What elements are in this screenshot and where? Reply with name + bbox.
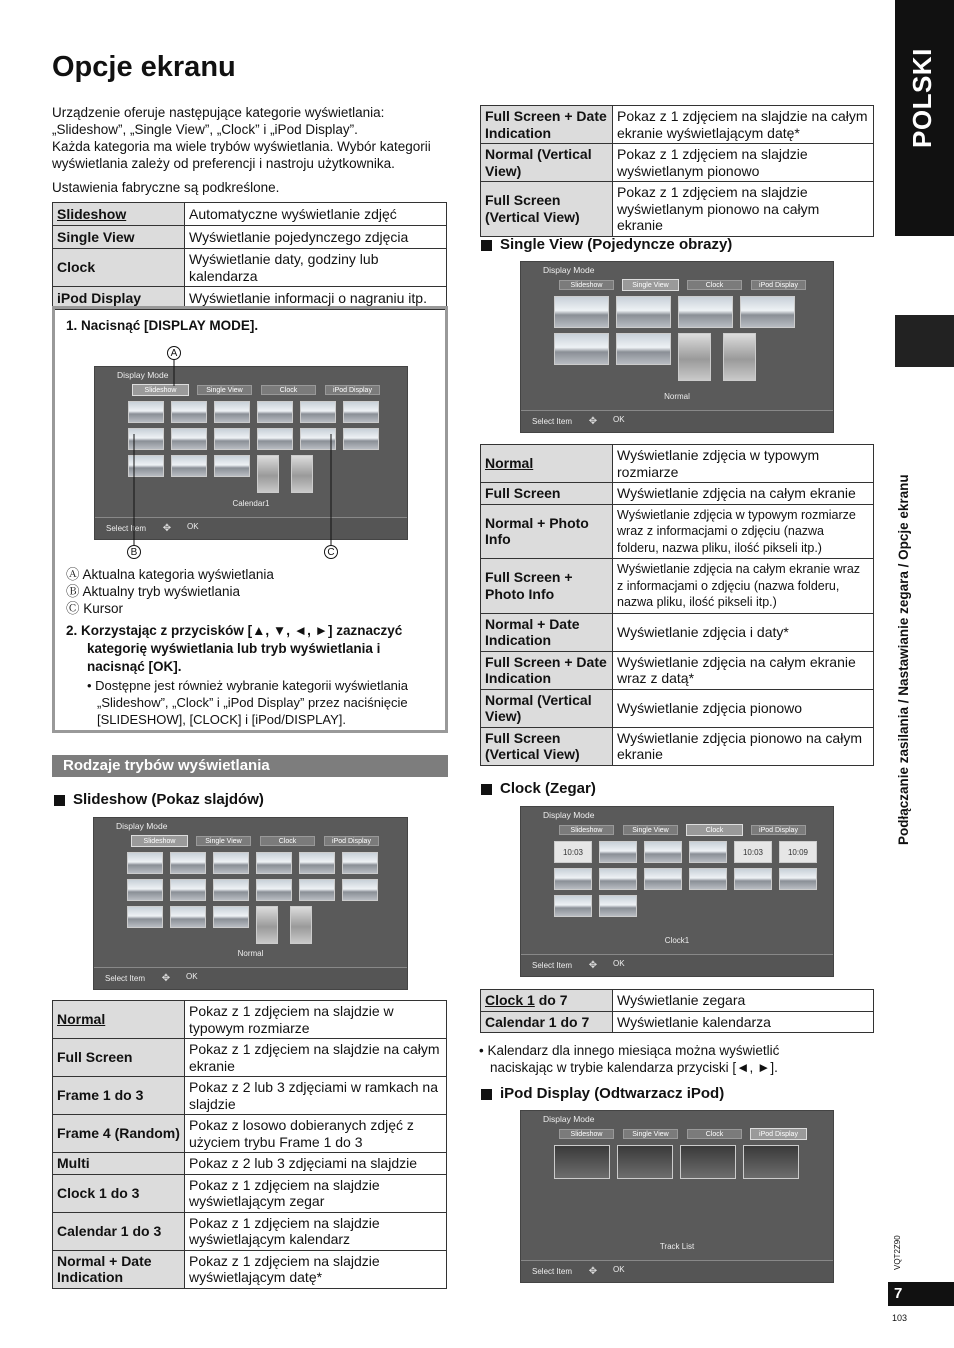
page-title: Opcje ekranu — [52, 51, 236, 83]
bullet-line: • Dostępne jest również wybranie kategorii wyświetlania — [87, 678, 409, 693]
bullet-line: „Slideshow”, „Clock” i „iPod Display” przez naciśnięcie — [97, 695, 408, 710]
square-bullet-icon — [481, 784, 492, 795]
row-value: Pokaz z 1 zdjęciem na slajdzie na całym ekranie wyświetlającym datę* — [613, 106, 874, 144]
ipod-screen — [520, 1110, 834, 1283]
legend-a: Ⓐ Aktualna kategoria wyświetlania — [66, 567, 274, 582]
slideshow-table — [52, 1000, 447, 1289]
row-key — [53, 1212, 185, 1250]
table-row — [481, 689, 874, 727]
thumbnail[interactable] — [689, 841, 727, 863]
table-row — [481, 1011, 874, 1033]
single-view-table — [480, 444, 874, 766]
screen-tab[interactable]: Slideshow — [559, 825, 614, 835]
row-value: Wyświetlanie zdjęcia na całym ekranie — [613, 483, 874, 505]
screen-tabs — [559, 825, 806, 835]
row-value: Pokaz z 1 zdjęciem na slajdzie w typowym rozmiarze — [185, 1001, 447, 1039]
row-key — [53, 1174, 185, 1212]
thumbnail[interactable] — [213, 879, 249, 901]
screen-tab[interactable]: Slideshow — [559, 1129, 614, 1139]
row-value: Wyświetlanie zdjęcia pionowo — [613, 689, 874, 727]
table-row — [53, 1001, 447, 1039]
row-key — [481, 559, 613, 614]
thumbnail[interactable] — [554, 296, 609, 328]
row-value: Wyświetlanie zdjęcia w typowym rozmiarze — [613, 445, 874, 483]
row-value: Pokaz z 1 zdjęciem na slajdzie na całym ekranie — [185, 1039, 447, 1077]
row-key-text: Normal — [57, 1011, 106, 1028]
thumbnail[interactable] — [689, 868, 727, 890]
thumbnail[interactable] — [616, 333, 671, 365]
step-2-line: 2. Korzystając z przycisków [▲, ▼, ◄, ►] zaznaczyć — [66, 623, 403, 638]
row-value: Wyświetlanie zdjęcia pionowo na całym ekranie — [613, 727, 874, 765]
thumbnail[interactable] — [599, 868, 637, 890]
thumbnail[interactable] — [170, 906, 206, 928]
callout-lines — [55, 309, 445, 569]
row-key — [53, 1077, 185, 1115]
table-row — [481, 651, 874, 689]
row-key — [481, 613, 613, 651]
row-key-rest: Calendar 1 do 7 — [485, 1013, 590, 1030]
row-key — [53, 226, 185, 249]
screen-mode-label: Normal — [237, 949, 264, 958]
row-key — [53, 1250, 185, 1288]
heading-text: Single View (Pojedyncze obrazy) — [500, 236, 733, 253]
table-row — [53, 1212, 447, 1250]
screen-title: Display Mode — [116, 821, 168, 831]
row-key — [481, 727, 613, 765]
row-key-text: Full Screen (Vertical View) — [485, 729, 580, 762]
screen-mode-label: Calendar1 — [232, 499, 270, 508]
row-key — [53, 1115, 185, 1153]
screen-tab[interactable]: Clock — [260, 836, 315, 846]
clock-screen — [520, 806, 834, 977]
table-row — [481, 990, 874, 1012]
thumbnail[interactable] — [740, 296, 795, 328]
row-value: Pokaz z 1 zdjęciem na slajdzie wyświetlającym datę* — [185, 1250, 447, 1288]
row-value: Wyświetlanie pojedynczego zdjęcia — [185, 226, 447, 249]
clock-table — [480, 989, 874, 1033]
row-key-text: Normal + Date Indication — [57, 1252, 152, 1285]
legend-b: Ⓑ Aktualny tryb wyświetlania — [66, 584, 241, 599]
table-row — [53, 1077, 447, 1115]
thumbnail[interactable] — [723, 333, 756, 381]
heading-text: Slideshow (Pokaz slajdów) — [73, 791, 264, 808]
heading-text: iPod Display (Odtwarzacz iPod) — [500, 1085, 725, 1102]
table-row — [481, 182, 874, 237]
row-value: Pokaz z 1 zdjęciem na slajdzie wyświetlającym kalendarz — [185, 1212, 447, 1250]
chapter-title: Podłączanie zasilania / Nastawianie zegara / Opcje ekranu — [896, 474, 911, 845]
screen-tabs — [132, 836, 379, 846]
thumbnail[interactable] — [127, 852, 163, 874]
table-row — [53, 249, 447, 287]
row-key-text: Calendar 1 do 3 — [57, 1222, 162, 1239]
heading-single-view — [481, 236, 732, 254]
select-item-hint: Select Item — [105, 974, 146, 983]
row-key-text: Full Screen + Photo Info — [485, 569, 573, 602]
thumbnail[interactable] — [599, 841, 637, 863]
screen-tab[interactable]: iPod Display — [751, 280, 806, 290]
ok-hint: OK — [613, 1265, 625, 1274]
dpad-icon: ✥ — [588, 1266, 598, 1277]
screen-tab[interactable]: iPod Display — [324, 836, 379, 846]
row-key — [53, 1153, 185, 1175]
dpad-icon: ✥ — [162, 523, 172, 534]
row-key-text: Normal — [485, 455, 534, 472]
callout-b: B — [127, 545, 141, 559]
row-key-text: Multi — [57, 1155, 90, 1171]
single-view-screen — [520, 261, 834, 433]
categories-table — [52, 202, 447, 310]
section-heading: Rodzaje trybów wyświetlania — [52, 755, 448, 777]
row-key — [481, 504, 613, 559]
table-row — [481, 613, 874, 651]
legend — [66, 566, 274, 617]
screen-tab[interactable]: Clock — [687, 280, 742, 290]
row-value: Wyświetlanie daty, godziny lub kalendarza — [185, 249, 447, 287]
row-value: Pokaz z 2 lub 3 zdjęciami w ramkach na slajdzie — [185, 1077, 447, 1115]
table-row — [53, 1250, 447, 1288]
row-key-text: Full Screen + Date Indication — [485, 108, 607, 141]
screen-title: Display Mode — [543, 265, 595, 275]
thumbnail[interactable] — [256, 879, 292, 901]
thumbnail[interactable] — [743, 1145, 799, 1179]
row-key — [53, 1001, 185, 1039]
slideshow-table-continued — [480, 105, 874, 237]
thumbnail[interactable] — [644, 841, 682, 863]
ok-hint: OK — [613, 415, 625, 424]
screen-tab[interactable]: Clock — [687, 825, 742, 835]
step-1: 1. Nacisnąć [DISPLAY MODE]. — [66, 318, 259, 333]
thumbnail[interactable]: 10:09 — [779, 841, 817, 863]
screen-title: Display Mode — [117, 370, 169, 380]
row-key-text: Slideshow — [57, 205, 127, 222]
table-row — [481, 106, 874, 144]
thumbnail[interactable] — [680, 1145, 736, 1179]
heading-ipod — [481, 1085, 724, 1103]
slideshow-screen — [93, 817, 408, 990]
row-key-text: Normal + Date Indication — [485, 615, 580, 648]
screen-tab[interactable]: Single View — [623, 825, 678, 835]
thumbnail[interactable] — [554, 333, 609, 365]
thumbnail[interactable] — [127, 879, 163, 901]
row-value: Pokaz z 2 lub 3 zdjęciami na slajdzie — [185, 1153, 447, 1175]
select-item-hint: Select Item — [106, 524, 147, 533]
thumbnail[interactable] — [678, 296, 733, 328]
intro-line: Urządzenie oferuje następujące kategorie wyświetlania: — [52, 105, 385, 120]
row-key-text: Full Screen — [485, 485, 561, 501]
table-row — [53, 1153, 447, 1175]
screen-mode-label: Track List — [659, 1242, 695, 1251]
screen-tab[interactable]: Slideshow — [132, 836, 187, 846]
thumbnail[interactable] — [734, 868, 772, 890]
row-key-text: Normal (Vertical View) — [485, 146, 592, 179]
screen-mode-label: Clock1 — [664, 936, 690, 945]
square-bullet-icon — [54, 795, 65, 806]
dpad-icon: ✥ — [161, 973, 171, 984]
thumbnail[interactable] — [617, 1145, 673, 1179]
thumbnail[interactable]: 10:03 — [734, 841, 772, 863]
row-key — [53, 1039, 185, 1077]
screen-tab[interactable]: Slideshow — [559, 280, 614, 290]
thumbnail[interactable] — [299, 852, 335, 874]
instructions-box — [52, 306, 448, 733]
row-key-text: Full Screen — [57, 1049, 133, 1066]
row-value: Wyświetlanie informacji o nagraniu itp. — [185, 287, 447, 310]
row-key — [53, 203, 185, 226]
thumbnail[interactable]: 10:03 — [554, 841, 592, 863]
step-2-line: nacisnąć [OK]. — [87, 659, 182, 674]
select-item-hint: Select Item — [532, 961, 573, 970]
screen-tab[interactable]: Clock — [261, 385, 316, 395]
dpad-icon: ✥ — [588, 416, 598, 427]
row-key — [481, 990, 613, 1012]
screen-footer — [521, 410, 833, 432]
step-2 — [66, 622, 402, 676]
ok-hint: OK — [613, 959, 625, 968]
language-tab — [895, 0, 954, 236]
row-value: Automatyczne wyświetlanie zdjęć — [185, 203, 447, 226]
screen-tab[interactable]: Clock — [687, 1129, 742, 1139]
screen-tabs — [559, 280, 806, 290]
table-row — [481, 483, 874, 505]
row-value: Wyświetlanie zdjęcia na całym ekranie wraz z informacjami o zdjęciu (nazwa folderu, nazwa pliku, ilość pikseli itp.) — [613, 559, 874, 614]
thumbnail[interactable] — [678, 333, 711, 381]
thumbnail[interactable] — [554, 1145, 610, 1179]
table-row — [481, 504, 874, 559]
thumbnail[interactable] — [290, 906, 312, 944]
row-key — [481, 483, 613, 505]
table-row — [481, 445, 874, 483]
factory-note: Ustawienia fabryczne są podkreślone. — [52, 180, 280, 195]
row-value: Pokaz z 1 zdjęciem na slajdzie wyświetlanym pionowo na całym ekranie — [613, 182, 874, 237]
screen-tab[interactable]: Single View — [623, 280, 678, 290]
table-row — [481, 727, 874, 765]
screen-footer — [521, 954, 833, 976]
screen-tab[interactable]: Single View — [196, 836, 251, 846]
screen-title: Display Mode — [543, 1114, 595, 1124]
table-row — [53, 1115, 447, 1153]
step-2-bullet — [87, 677, 408, 728]
screen-tab[interactable]: iPod Display — [325, 385, 380, 395]
screen-footer — [521, 1260, 833, 1282]
thumbnail[interactable] — [644, 868, 682, 890]
legend-c: Ⓒ Kursor — [66, 601, 124, 616]
thumbnail[interactable] — [170, 879, 206, 901]
table-row — [53, 203, 447, 226]
doc-code: VQT2Z90 — [893, 1235, 902, 1270]
intro-text — [52, 104, 452, 196]
row-key — [481, 182, 613, 237]
bullet-line: [SLIDESHOW], [CLOCK] i [iPod/DISPLAY]. — [97, 712, 346, 727]
row-value: Wyświetlanie kalendarza — [613, 1011, 874, 1033]
row-key — [481, 106, 613, 144]
screen-tab[interactable]: Slideshow — [133, 385, 188, 395]
row-value: Pokaz z 1 zdjęciem na slajdzie wyświetlającym zegar — [185, 1174, 447, 1212]
thumbnail[interactable] — [170, 852, 206, 874]
table-row — [481, 559, 874, 614]
intro-line: wyświetlania zależy od preferencji i nastroju użytkownika. — [52, 156, 395, 171]
heading-slideshow — [54, 791, 264, 809]
page-number-small: 103 — [892, 1313, 908, 1323]
row-key — [481, 689, 613, 727]
ok-hint: OK — [187, 522, 199, 531]
row-key-text: Normal + Photo Info — [485, 514, 589, 548]
screen-footer — [94, 967, 407, 989]
intro-line: Każda kategoria ma wiele trybów wyświetlania. Wybór kategorii — [52, 139, 431, 154]
row-key-text: Frame 4 (Random) — [57, 1125, 180, 1142]
screen-tab[interactable]: Single View — [197, 385, 252, 395]
row-key-text: Frame 1 do 3 — [57, 1087, 144, 1104]
thumbnail[interactable] — [779, 868, 817, 890]
screen-tab[interactable]: Single View — [623, 1129, 678, 1139]
square-bullet-icon — [481, 1089, 492, 1100]
thumbnail[interactable] — [616, 296, 671, 328]
row-key — [481, 1011, 613, 1033]
callout-a: A — [167, 346, 181, 360]
note-line: naciskając w trybie kalendarza przyciski [◄, ►]. — [490, 1060, 778, 1075]
row-key-text: Single View — [57, 228, 135, 245]
table-row — [53, 226, 447, 249]
row-key-text: Full Screen (Vertical View) — [485, 192, 580, 225]
row-key-text: iPod Display — [57, 289, 142, 306]
clock-note — [479, 1042, 779, 1076]
screen-title: Display Mode — [543, 810, 595, 820]
table-row — [53, 1039, 447, 1077]
screen-tab[interactable]: iPod Display — [751, 1129, 806, 1139]
page-number: 7 — [888, 1282, 954, 1306]
row-key-rest: do 7 — [534, 992, 568, 1008]
dpad-icon: ✥ — [588, 960, 598, 971]
thumbnail[interactable] — [213, 852, 249, 874]
intro-line: „Slideshow”, „Single View”, „Clock” i „iPod Display”. — [52, 122, 358, 137]
thumbnail[interactable] — [599, 895, 637, 917]
row-value: Wyświetlanie zdjęcia i daty* — [613, 613, 874, 651]
row-key-text: Full Screen + Date Indication — [485, 653, 607, 686]
select-item-hint: Select Item — [532, 417, 573, 426]
callout-c: C — [324, 545, 338, 559]
screen-tab[interactable]: iPod Display — [751, 825, 806, 835]
thumbnail[interactable] — [256, 852, 292, 874]
row-value: Wyświetlanie zdjęcia w typowym rozmiarze wraz z informacjami o zdjęciu (nazwa folderu, nazwa pliku, ilość pikseli itp.) — [613, 504, 874, 559]
row-key-text: Clock 1 do 3 — [57, 1184, 140, 1201]
thumbnail[interactable] — [256, 906, 278, 944]
screen-mode-label: Normal — [664, 392, 690, 401]
row-value: Pokaz z 1 zdjęciem na slajdzie wyświetlanym pionowo — [613, 144, 874, 182]
section-marker — [895, 315, 954, 367]
language-label: POLSKI — [907, 48, 937, 148]
row-key-text: Clock — [57, 259, 96, 276]
row-key — [53, 249, 185, 287]
note-line: • Kalendarz dla innego miesiąca można wyświetlić — [479, 1043, 780, 1058]
square-bullet-icon — [481, 240, 492, 251]
step-2-line: kategorię wyświetlania lub tryb wyświetlania i — [87, 641, 381, 656]
thumbnail[interactable] — [342, 852, 378, 874]
row-key-default: Clock 1 — [485, 992, 535, 1008]
row-key-text: Normal (Vertical View) — [485, 691, 592, 724]
ok-hint: OK — [186, 972, 198, 981]
thumbnail[interactable] — [127, 906, 163, 928]
heading-text: Clock (Zegar) — [500, 780, 596, 797]
row-value: Wyświetlanie zegara — [613, 990, 874, 1012]
row-value: Pokaz z losowo dobieranych zdjęć z użyciem trybu Frame 1 do 3 — [185, 1115, 447, 1153]
heading-clock — [481, 780, 596, 798]
thumbnail[interactable] — [299, 879, 335, 901]
thumbnail[interactable] — [554, 868, 592, 890]
table-row — [481, 144, 874, 182]
row-value: Wyświetlanie zdjęcia na całym ekranie wraz z datą* — [613, 651, 874, 689]
row-key — [481, 651, 613, 689]
select-item-hint: Select Item — [532, 1267, 573, 1276]
row-key — [481, 144, 613, 182]
screen-tabs — [559, 1129, 806, 1139]
table-row — [53, 1174, 447, 1212]
row-key — [481, 445, 613, 483]
thumbnail[interactable] — [342, 879, 378, 901]
thumbnail[interactable] — [213, 906, 249, 928]
thumbnail[interactable] — [554, 895, 592, 917]
